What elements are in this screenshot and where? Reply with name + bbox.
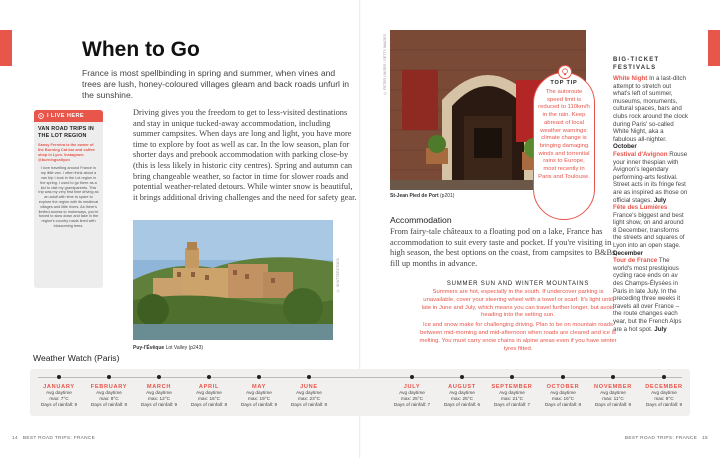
- accommodation-heading: Accommodation: [390, 215, 452, 225]
- footer-book-title: BEST ROAD TRIPS: FRANCE: [22, 436, 96, 441]
- page-title: When to Go: [82, 38, 200, 61]
- timeline-dot: [662, 375, 666, 379]
- festival-item: [613, 204, 688, 257]
- weather-month-july: [385, 369, 439, 407]
- avg-max-temp: max: 7°C: [49, 395, 69, 401]
- avg-daytime-label: Avg daytime: [296, 390, 322, 395]
- rainfall-days: Days of rainfall: 8: [90, 401, 128, 407]
- avg-daytime-label: Avg daytime: [449, 390, 475, 395]
- rainfall-days: Days of rainfall: 7: [393, 401, 431, 407]
- weather-month-october: [536, 369, 590, 407]
- festival-name: Tour de France: [613, 257, 658, 265]
- timeline-dot: [157, 375, 161, 379]
- lightbulb-icon: [558, 65, 572, 79]
- timeline-dot: [611, 375, 615, 379]
- rainfall-days: Days of rainfall: 8: [544, 401, 582, 407]
- avg-max-temp: max: 12°C: [148, 395, 170, 401]
- winter-paragraph: Ice and snow make for challenging driving. Plan to be on mountain roads between mid-morning and mid-afternoon when roads are cleared and ice is melting. You must carry snow chains in alpine areas even if you have winter tyres fitted.: [419, 322, 617, 352]
- top-tip-box: [533, 72, 595, 220]
- festival-month: July: [653, 196, 667, 204]
- caption-detail: Lot Valley (p243): [164, 345, 204, 351]
- festival-text: In a last-ditch attempt to stretch out what's left of summer, museums, monuments, cultural spaces, bars and clubs rock around the clock during Paris' so-called White Night, aka a fabulous all-nighter.: [613, 75, 688, 143]
- avg-max-temp: max: 8°C: [99, 395, 119, 401]
- i-live-here-sidebar: [34, 110, 103, 288]
- avg-max-temp: max: 19°C: [248, 395, 270, 401]
- festival-name: Fête des Lumières: [613, 204, 668, 212]
- rainfall-days: Days of rainfall: 9: [140, 401, 178, 407]
- sidebar-header: [34, 110, 103, 122]
- summer-heading: SUMMER SUN AND WINTER MOUNTAINS: [446, 281, 590, 287]
- timeline-dot: [460, 375, 464, 379]
- avg-max-temp: max: 23°C: [298, 395, 320, 401]
- timeline-dot: [257, 375, 261, 379]
- avg-daytime-label: Avg daytime: [499, 390, 525, 395]
- timeline-dot: [57, 375, 61, 379]
- timeline-dot: [107, 375, 111, 379]
- village-photo-caption: [133, 345, 203, 351]
- avg-daytime-label: Avg daytime: [651, 390, 677, 395]
- avg-daytime-label: Avg daytime: [246, 390, 272, 395]
- door-photo-credit: © PETER UNGER / GETTY IMAGES: [383, 34, 387, 95]
- festival-item: [613, 257, 688, 333]
- weather-month-june: [282, 369, 336, 407]
- weather-month-september: [485, 369, 539, 407]
- month-name: MAY: [251, 384, 267, 390]
- weather-month-august: [435, 369, 489, 407]
- avg-max-temp: max: 16°C: [198, 395, 220, 401]
- month-name: DECEMBER: [645, 384, 683, 390]
- door-photo-caption: [390, 193, 454, 199]
- month-name: JUNE: [300, 384, 318, 390]
- avg-max-temp: max: 11°C: [602, 395, 624, 401]
- avg-max-temp: max: 25°C: [451, 395, 473, 401]
- avg-max-temp: max: 25°C: [401, 395, 423, 401]
- festival-text: France's biggest and best light show, on and around 8 December, transforms the streets and squares of Lyon into an open stage.: [613, 211, 685, 250]
- timeline-dot: [207, 375, 211, 379]
- sidebar-quote: I love travelling around France in my little van. I often think about a van trip I took in the Lot region in the spring. I used to go there as a kid to visit my grandparents. This trip was my very first time driving as an adult with time to spare to explore the region with its medieval villages and little rivers. As there's limited access to motorways, you're forced to slow down and take in the region's country roads lined with blossoming trees.: [38, 166, 99, 228]
- weather-month-february: [82, 369, 136, 407]
- month-name: AUGUST: [448, 384, 476, 390]
- timeline-dot: [410, 375, 414, 379]
- avg-daytime-label: Avg daytime: [46, 390, 72, 395]
- festival-item: [613, 151, 688, 204]
- rainfall-days: Days of rainfall: 9: [240, 401, 278, 407]
- sidebar-author: Sansy Ferreira is the owner of the Burning Cat bar and coffee shop in Lyon. Instagram: @burningcatlyon: [38, 142, 95, 162]
- month-name: JANUARY: [43, 384, 75, 390]
- weather-month-january: [32, 369, 86, 407]
- avg-daytime-label: Avg daytime: [196, 390, 222, 395]
- footer-left: [12, 436, 95, 441]
- timeline-dot: [561, 375, 565, 379]
- festival-text: Rouse your inner thespian with Avignon's legendary performing-arts festival. Street acts in its fringe fest are as inspired as those on official stages.: [613, 150, 688, 204]
- footer-right: [625, 436, 708, 441]
- summer-winter-box: [418, 281, 618, 355]
- top-tip-title: TOP TIP: [550, 80, 578, 86]
- rainfall-days: Days of rainfall: 8: [290, 401, 328, 407]
- rainfall-days: Days of rainfall: 9: [40, 401, 78, 407]
- summer-paragraph: Summers are hot, especially in the south. If undercover parking is unavailable, cover your steering wheel with a towel or scarf. It's light until late in June and July, which means you can travel further longer, but avoid heading into the setting sun.: [421, 289, 615, 319]
- footer-book-title: BEST ROAD TRIPS: FRANCE: [624, 436, 698, 441]
- avg-daytime-label: Avg daytime: [96, 390, 122, 395]
- festival-item: [613, 75, 688, 151]
- accommodation-text: From fairy-tale châteaux to a floating pod on a lake, France has accommodation to suit every taste and pocket. If you're visiting in high season, the best options on the coast, from campsites to B&Bs, fill up months in advance.: [390, 227, 618, 268]
- festivals-heading-line2: FESTIVALS: [613, 65, 657, 71]
- caption-detail: (p201): [438, 193, 455, 199]
- footer-page-number: 14: [12, 436, 18, 441]
- village-photo: [133, 220, 333, 340]
- rainfall-days: Days of rainfall: 8: [190, 401, 228, 407]
- rainfall-days: Days of rainfall: 9: [645, 401, 683, 407]
- avg-daytime-label: Avg daytime: [600, 390, 626, 395]
- chapter-tab-right: [708, 30, 720, 66]
- village-photo-credit: © SHUTTERSTOCK: [336, 258, 340, 293]
- timeline-dot: [307, 375, 311, 379]
- caption-place: Puy-l'Évêque: [133, 345, 165, 351]
- festival-name: Festival d'Avignon: [613, 150, 668, 158]
- footer-page-number: 15: [702, 436, 708, 441]
- festival-text: The world's most prestigious cycling race ends on av des Champs-Élysées in Paris in late July. In the preceding three weeks it travels all over France – the route changes each year, but the French Alps are a hot spot.: [613, 257, 682, 333]
- avg-max-temp: max: 21°C: [501, 395, 523, 401]
- location-pin-icon: [38, 113, 44, 119]
- month-name: NOVEMBER: [594, 384, 632, 390]
- month-name: MARCH: [146, 384, 172, 390]
- weather-month-march: [132, 369, 186, 407]
- body-paragraph: Driving gives you the freedom to get to less-visited destinations and stay in unique tucked-away accommodation, including summer campsites. When days are long and light, you have more time to explore by foot as well as car. In the low season, plan for shorter days and prebook accommodation with parking close-by (this is less likely in historic city centres). Spring and autumn can bring changeable weather, so factor in time for slower roads and potential weather-related detours. While winter snow is beautiful, it brings additional driving challenges and the need for safety gear.: [133, 108, 357, 202]
- avg-daytime-label: Avg daytime: [550, 390, 576, 395]
- timeline-dot: [510, 375, 514, 379]
- weather-month-december: [637, 369, 691, 407]
- festivals-column: [613, 56, 688, 333]
- month-name: JULY: [403, 384, 421, 390]
- festival-month: July: [654, 325, 667, 333]
- caption-place: St-Jean Pied de Port: [390, 193, 439, 199]
- weather-month-november: [586, 369, 640, 407]
- rainfall-days: Days of rainfall: 7: [493, 401, 531, 407]
- month-name: SEPTEMBER: [491, 384, 533, 390]
- weather-heading: Weather Watch (Paris): [33, 353, 120, 363]
- chapter-tab-left: [0, 30, 12, 66]
- avg-max-temp: max: 8°C: [654, 395, 674, 401]
- festivals-heading-line1: BIG-TICKET: [613, 57, 660, 63]
- weather-month-may: [232, 369, 286, 407]
- weather-month-april: [182, 369, 236, 407]
- avg-daytime-label: Avg daytime: [146, 390, 172, 395]
- festival-month: December: [613, 249, 643, 257]
- festival-month: October: [613, 143, 637, 151]
- festival-name: White Night: [613, 75, 648, 82]
- rainfall-days: Days of rainfall: 9: [594, 401, 632, 407]
- top-tip-text: The autoroute speed limit is reduced to 110km/h in the rain. Keep abreast of local weather warnings: climate change is bringing damaging winds and torrential rains to Europe, most recently in Paris and Toulouse.: [538, 89, 590, 180]
- sidebar-title: VAN ROAD TRIPS IN THE LOT REGION: [38, 126, 95, 139]
- weather-strip: [30, 369, 690, 416]
- month-name: OCTOBER: [546, 384, 580, 390]
- month-name: APRIL: [198, 384, 220, 390]
- avg-daytime-label: Avg daytime: [399, 390, 425, 395]
- sidebar-label: I LIVE HERE: [47, 113, 85, 119]
- month-name: FEBRUARY: [90, 384, 128, 390]
- intro-text: France is most spellbinding in spring and summer, when vines and trees are lush, honey-coloured villages gleam and back roads unfurl in the sunshine.: [82, 68, 350, 100]
- rainfall-days: Days of rainfall: 6: [443, 401, 481, 407]
- festivals-heading: [613, 56, 688, 72]
- avg-max-temp: max: 16°C: [552, 395, 574, 401]
